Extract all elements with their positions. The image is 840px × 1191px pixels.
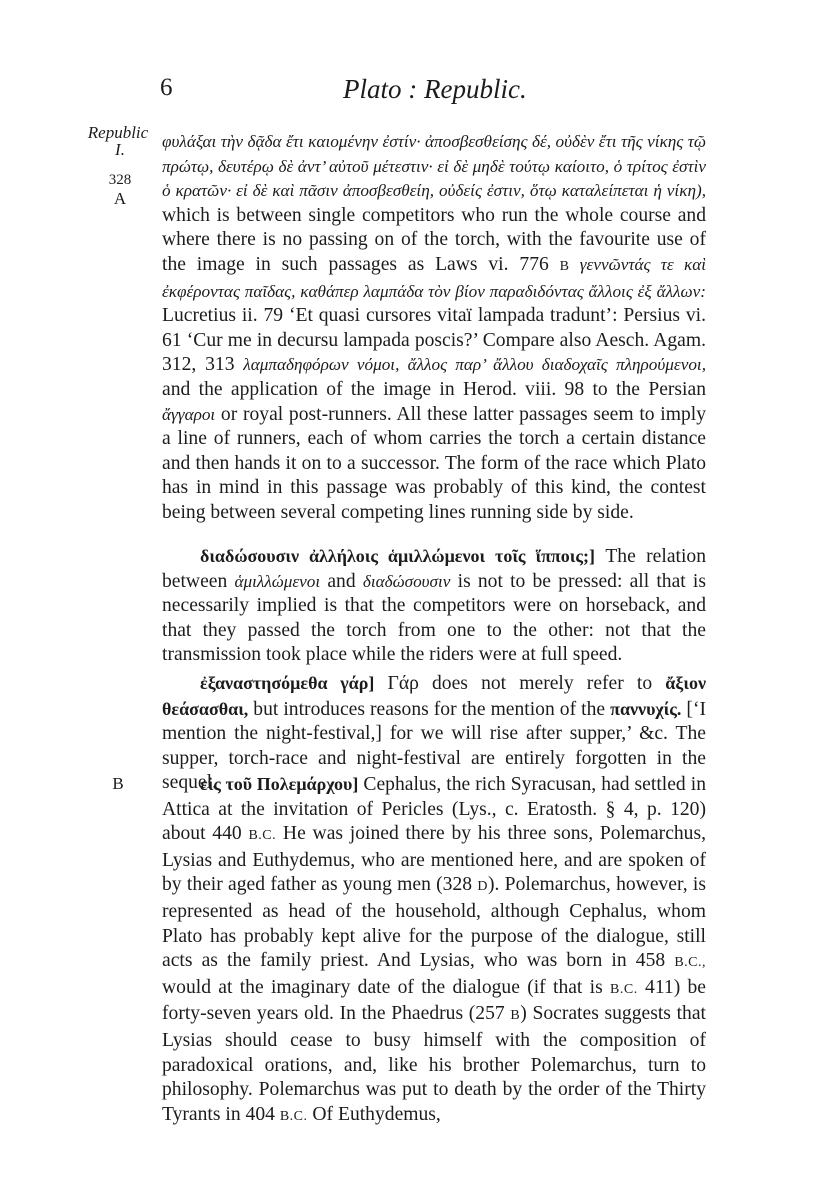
text-run: which is between single competitors who run the whole course and where there is no passing on of the torch, with the favourite use of the image in such passages as Laws vi. 776 <box>162 204 706 275</box>
greek-word: παννυχίς. <box>610 698 682 719</box>
paragraph <box>162 130 706 526</box>
section-letter: D <box>477 879 488 895</box>
page-number: 6 <box>160 74 173 101</box>
greek-word: διαδώσουσιν <box>362 571 451 591</box>
greek-word: ἄγγαροι <box>162 404 216 424</box>
greek-quotation: λαμπαδηφόρων νόμοι, ἄλλος παρ’ ἄλλου διαδοχαῖς πληρούμενοι, <box>243 355 706 375</box>
commentary-block-4 <box>162 772 706 1129</box>
text-run: would at the imaginary date of the dialogue (if that is <box>162 976 611 998</box>
text-run: Of Euthydemus, <box>307 1103 441 1125</box>
text-run: He was joined there by his three sons, Polemarchus, Lysias and Euthydemus, who are mentioned here, and are spoken of by their aged father as young men (328 <box>162 823 707 896</box>
text-run: and <box>320 570 363 592</box>
text-run: ) Socrates suggests that Lysias should cease to busy himself with the composition of paradoxical orations, and, like his brother Polemarchus, turn to philosophy. Polemarchus was put to death by the order of the Thirty Tyrants in 404 <box>162 1003 706 1125</box>
lemma: εἰς τοῦ Πολεμάρχου] <box>200 774 359 794</box>
paragraph <box>162 772 706 1129</box>
text-run: and the application of the image in Herod. viii. 98 to the Persian <box>162 378 706 400</box>
margin-book-number: I. <box>115 140 125 159</box>
text-run: Lucretius ii. 79 ‘Et quasi cursores vitaï lampada tradunt’: Persius vi. 61 ‘Cur me in decursu lampada poscis?’ Compare also Aesch. Agam. 312, 313 <box>162 305 706 376</box>
margin-section-b: B <box>112 774 124 793</box>
text-run: Γάρ does not merely refer to <box>374 673 666 694</box>
lemma: διαδώσουσιν ἀλλήλοις ἁμιλλώμενοι τοῖς ἵπποις;] <box>200 546 595 566</box>
text-run: is not to be pressed: all that is necessarily implied is that the competitors were on horseback, and that they passed the torch from one to the other: not that the transmission took place while the riders were at full speed. <box>162 570 706 666</box>
text-run: 411) be forty-seven years old. In the Phaedrus (257 <box>162 976 707 1025</box>
text-run: The relation between <box>162 546 706 592</box>
era-abbrev: B.C., <box>674 955 706 971</box>
running-title: Plato : Republic. <box>343 74 527 104</box>
commentary-block-2 <box>162 544 706 668</box>
era-abbrev: B.C. <box>279 1108 308 1124</box>
margin-work-title: Republic <box>87 123 149 142</box>
text-run: Cephalus, the rich Syracusan, had settled in Attica at the invitation of Pericles (Lys., c. Eratosth. § 4, p. 120) about 440 <box>162 774 706 845</box>
lemma: ἐξαναστησόμεθα γάρ] <box>200 673 375 693</box>
text-run: ). Polemarchus, however, is represented as head of the household, although Cephalus, whom Plato has probably kept alive for the purpose of the dialogue, still acts as the family priest. And Lysias, who was born in 458 <box>162 874 706 972</box>
era-abbrev: B.C. <box>248 828 277 844</box>
section-letter: B <box>510 1008 521 1024</box>
text-run: or royal post-runners. All these latter passages seem to imply a line of runners, each of whom carries the torch a certain distance and then hands it on to a successor. The form of the race which Plato has in mind in this passage was probably of this kind, the contest being between several competing lines running side by side. <box>162 403 706 523</box>
greek-quotation: φυλάξαι τὴν δᾷδα ἔτι καιομένην ἐστίν· ἀποσβεσθείσης δέ, οὐδὲν ἔτι τῆς νίκης τῷ πρώτῳ, δευτέρῳ δὲ ἀντ’ αὐτοῦ μέτεστιν· εἰ δὲ μηδὲ τούτῳ καίοιτο, ὁ τρίτος ἐστὶν ὁ κρατῶν· εἰ δὲ καὶ πᾶσιν ἀποσβεσθείη, οὐδείς ἐστιν, ὅτῳ καταλείπεται ἡ νίκη), <box>162 132 706 201</box>
margin-stephanus-page: 328 <box>108 172 132 188</box>
section-letter: B <box>559 258 570 274</box>
margin-section-a: A <box>113 189 127 208</box>
greek-quotation: γεννῶντάς τε καὶ ἐκφέροντας παῖδας, καθάπερ λαμπάδα τὸν βίον παραδιδόντας ἄλλοις ἐξ ἄλλων: <box>162 254 707 301</box>
era-abbrev: B.C. <box>610 981 638 997</box>
commentary-block-1 <box>162 130 706 526</box>
greek-word: ἁμιλλώμενοι <box>234 571 321 591</box>
paragraph <box>162 544 706 668</box>
text-run: [‘I mention the night-festival,] for we will rise after supper,’ &c. The supper, torch-race and night-festival are entirely forgotten in the sequel. <box>162 698 706 794</box>
text-run: but introduces reasons for the mention of the <box>248 698 611 720</box>
greek-phrase: ἄξιον θεάσασθαι, <box>162 673 706 719</box>
